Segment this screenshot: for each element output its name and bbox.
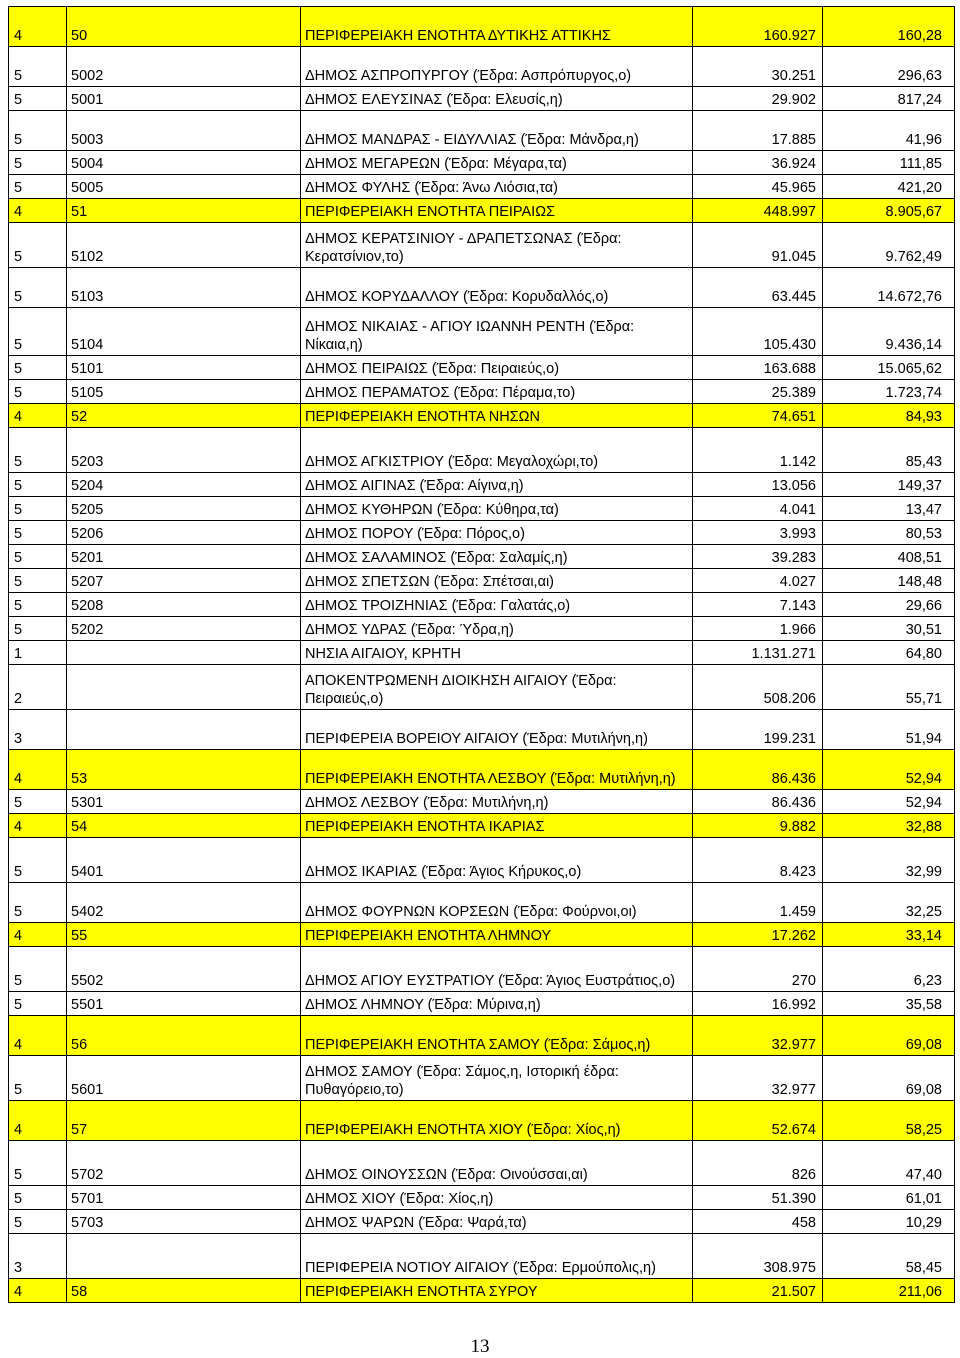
area-cell: 63.445 xyxy=(693,268,823,308)
level-cell: 5 xyxy=(9,883,67,923)
value-cell: 1.723,74 xyxy=(823,380,955,404)
value-cell: 15.065,62 xyxy=(823,356,955,380)
value-cell: 111,85 xyxy=(823,151,955,175)
area-cell: 39.283 xyxy=(693,545,823,569)
value-cell: 61,01 xyxy=(823,1186,955,1210)
area-cell: 74.651 xyxy=(693,404,823,428)
code-cell: 5203 xyxy=(67,428,301,473)
level-cell: 5 xyxy=(9,992,67,1016)
name-cell: ΠΕΡΙΦΕΡΕΙΑΚΗ ΕΝΟΤΗΤΑ ΝΗΣΩΝ xyxy=(301,404,693,428)
table-row-highlighted xyxy=(9,199,955,223)
code-cell: 5202 xyxy=(67,617,301,641)
name-cell: ΔΗΜΟΣ ΥΔΡΑΣ (Έδρα: Ύδρα,η) xyxy=(301,617,693,641)
level-cell: 3 xyxy=(9,710,67,750)
area-cell: 91.045 xyxy=(693,223,823,268)
name-cell: ΔΗΜΟΣ ΠΟΡΟΥ (Έδρα: Πόρος,ο) xyxy=(301,521,693,545)
value-cell: 148,48 xyxy=(823,569,955,593)
area-cell: 51.390 xyxy=(693,1186,823,1210)
value-cell: 408,51 xyxy=(823,545,955,569)
name-cell: ΔΗΜΟΣ ΝΙΚΑΙΑΣ - ΑΓΙΟΥ ΙΩΑΝΝΗ ΡΕΝΤΗ (Έδρα: Νίκαια,η) xyxy=(301,308,693,356)
level-cell: 5 xyxy=(9,838,67,883)
area-cell: 4.027 xyxy=(693,569,823,593)
name-cell: ΔΗΜΟΣ ΑΓΙΟΥ ΕΥΣΤΡΑΤΙΟΥ (Έδρα: Άγιος Ευστράτιος,ο) xyxy=(301,947,693,992)
code-cell: 5103 xyxy=(67,268,301,308)
code-cell: 5101 xyxy=(67,356,301,380)
name-cell: ΠΕΡΙΦΕΡΕΙΑΚΗ ΕΝΟΤΗΤΑ ΠΕΙΡΑΙΩΣ xyxy=(301,199,693,223)
code-cell: 56 xyxy=(67,1016,301,1056)
table-row-highlighted xyxy=(9,404,955,428)
table-row xyxy=(9,521,955,545)
code-cell: 5601 xyxy=(67,1056,301,1101)
table-row xyxy=(9,1056,955,1101)
name-cell: ΠΕΡΙΦΕΡΕΙΑΚΗ ΕΝΟΤΗΤΑ ΔΥΤΙΚΗΣ ΑΤΤΙΚΗΣ xyxy=(301,7,693,47)
code-cell: 5401 xyxy=(67,838,301,883)
table-row xyxy=(9,1210,955,1234)
level-cell: 5 xyxy=(9,947,67,992)
area-cell: 17.885 xyxy=(693,111,823,151)
area-cell: 3.993 xyxy=(693,521,823,545)
code-cell: 5002 xyxy=(67,47,301,87)
level-cell: 4 xyxy=(9,199,67,223)
code-cell: 5208 xyxy=(67,593,301,617)
code-cell: 5003 xyxy=(67,111,301,151)
name-cell: ΔΗΜΟΣ ΟΙΝΟΥΣΣΩΝ (Έδρα: Οινούσσαι,αι) xyxy=(301,1141,693,1186)
name-cell: ΔΗΜΟΣ ΕΛΕΥΣΙΝΑΣ (Έδρα: Ελευσίς,η) xyxy=(301,87,693,111)
area-cell: 52.674 xyxy=(693,1101,823,1141)
name-cell: ΔΗΜΟΣ ΑΣΠΡΟΠΥΡΓΟΥ (Έδρα: Ασπρόπυργος,ο) xyxy=(301,47,693,87)
name-cell: ΠΕΡΙΦΕΡΕΙΑΚΗ ΕΝΟΤΗΤΑ ΣΥΡΟΥ xyxy=(301,1279,693,1303)
table-row xyxy=(9,545,955,569)
table-row xyxy=(9,617,955,641)
value-cell: 58,45 xyxy=(823,1234,955,1279)
area-cell: 7.143 xyxy=(693,593,823,617)
name-cell: ΑΠΟΚΕΝΤΡΩΜΕΝΗ ΔΙΟΙΚΗΣΗ ΑΙΓΑΙΟΥ (Έδρα: Πειραιεύς,ο) xyxy=(301,665,693,710)
area-cell: 36.924 xyxy=(693,151,823,175)
value-cell: 58,25 xyxy=(823,1101,955,1141)
area-cell: 105.430 xyxy=(693,308,823,356)
code-cell: 5104 xyxy=(67,308,301,356)
area-cell: 163.688 xyxy=(693,356,823,380)
name-cell: ΔΗΜΟΣ ΜΑΝΔΡΑΣ - ΕΙΔΥΛΛΙΑΣ (Έδρα: Μάνδρα,η) xyxy=(301,111,693,151)
value-cell: 30,51 xyxy=(823,617,955,641)
table-row-highlighted xyxy=(9,814,955,838)
name-cell: ΔΗΜΟΣ ΙΚΑΡΙΑΣ (Έδρα: Άγιος Κήρυκος,ο) xyxy=(301,838,693,883)
code-cell: 54 xyxy=(67,814,301,838)
value-cell: 52,94 xyxy=(823,750,955,790)
table-row xyxy=(9,593,955,617)
code-cell: 5102 xyxy=(67,223,301,268)
value-cell: 296,63 xyxy=(823,47,955,87)
level-cell: 5 xyxy=(9,1210,67,1234)
level-cell: 4 xyxy=(9,750,67,790)
code-cell: 5701 xyxy=(67,1186,301,1210)
name-cell: ΝΗΣΙΑ ΑΙΓΑΙΟΥ, ΚΡΗΤΗ xyxy=(301,641,693,665)
code-cell: 53 xyxy=(67,750,301,790)
level-cell: 5 xyxy=(9,569,67,593)
table-row xyxy=(9,838,955,883)
name-cell: ΔΗΜΟΣ ΛΗΜΝΟΥ (Έδρα: Μύρινα,η) xyxy=(301,992,693,1016)
level-cell: 5 xyxy=(9,473,67,497)
name-cell: ΔΗΜΟΣ ΑΓΚΙΣΤΡΙΟΥ (Έδρα: Μεγαλοχώρι,το) xyxy=(301,428,693,473)
level-cell: 5 xyxy=(9,617,67,641)
code-cell: 5201 xyxy=(67,545,301,569)
value-cell: 6,23 xyxy=(823,947,955,992)
code-cell: 5204 xyxy=(67,473,301,497)
table-row xyxy=(9,380,955,404)
value-cell: 8.905,67 xyxy=(823,199,955,223)
level-cell: 5 xyxy=(9,151,67,175)
value-cell: 32,25 xyxy=(823,883,955,923)
table-row xyxy=(9,569,955,593)
table-row xyxy=(9,992,955,1016)
code-cell: 5206 xyxy=(67,521,301,545)
table-row xyxy=(9,1234,955,1279)
value-cell: 10,29 xyxy=(823,1210,955,1234)
table-row xyxy=(9,947,955,992)
table-row-highlighted xyxy=(9,750,955,790)
area-cell: 448.997 xyxy=(693,199,823,223)
table-row xyxy=(9,710,955,750)
table-row xyxy=(9,665,955,710)
value-cell: 211,06 xyxy=(823,1279,955,1303)
value-cell: 9.436,14 xyxy=(823,308,955,356)
value-cell: 52,94 xyxy=(823,790,955,814)
name-cell: ΔΗΜΟΣ ΚΥΘΗΡΩΝ (Έδρα: Κύθηρα,τα) xyxy=(301,497,693,521)
area-cell: 21.507 xyxy=(693,1279,823,1303)
area-cell: 160.927 xyxy=(693,7,823,47)
code-cell xyxy=(67,710,301,750)
value-cell: 9.762,49 xyxy=(823,223,955,268)
area-cell: 270 xyxy=(693,947,823,992)
name-cell: ΔΗΜΟΣ ΦΥΛΗΣ (Έδρα: Άνω Λιόσια,τα) xyxy=(301,175,693,199)
area-cell: 9.882 xyxy=(693,814,823,838)
level-cell: 5 xyxy=(9,1056,67,1101)
area-cell: 32.977 xyxy=(693,1056,823,1101)
level-cell: 5 xyxy=(9,47,67,87)
code-cell: 5301 xyxy=(67,790,301,814)
area-cell: 826 xyxy=(693,1141,823,1186)
name-cell: ΔΗΜΟΣ ΠΕΡΑΜΑΤΟΣ (Έδρα: Πέραμα,το) xyxy=(301,380,693,404)
code-cell: 5004 xyxy=(67,151,301,175)
code-cell: 5703 xyxy=(67,1210,301,1234)
municipalities-table xyxy=(8,6,955,1303)
table-row xyxy=(9,87,955,111)
table-row xyxy=(9,790,955,814)
area-cell: 1.459 xyxy=(693,883,823,923)
name-cell: ΠΕΡΙΦΕΡΕΙΑ ΝΟΤΙΟΥ ΑΙΓΑΙΟΥ (Έδρα: Ερμούπολις,η) xyxy=(301,1234,693,1279)
value-cell: 41,96 xyxy=(823,111,955,151)
name-cell: ΔΗΜΟΣ ΦΟΥΡΝΩΝ ΚΟΡΣΕΩΝ (Έδρα: Φούρνοι,οι) xyxy=(301,883,693,923)
area-cell: 458 xyxy=(693,1210,823,1234)
table-row xyxy=(9,175,955,199)
value-cell: 32,88 xyxy=(823,814,955,838)
level-cell: 5 xyxy=(9,790,67,814)
value-cell: 85,43 xyxy=(823,428,955,473)
value-cell: 80,53 xyxy=(823,521,955,545)
table-row xyxy=(9,151,955,175)
level-cell: 5 xyxy=(9,308,67,356)
value-cell: 29,66 xyxy=(823,593,955,617)
value-cell: 47,40 xyxy=(823,1141,955,1186)
code-cell: 5001 xyxy=(67,87,301,111)
level-cell: 4 xyxy=(9,1016,67,1056)
name-cell: ΔΗΜΟΣ ΨΑΡΩΝ (Έδρα: Ψαρά,τα) xyxy=(301,1210,693,1234)
level-cell: 5 xyxy=(9,223,67,268)
table-row xyxy=(9,223,955,268)
table-row xyxy=(9,497,955,521)
table-body xyxy=(9,7,955,1303)
level-cell: 4 xyxy=(9,1101,67,1141)
area-cell: 308.975 xyxy=(693,1234,823,1279)
value-cell: 817,24 xyxy=(823,87,955,111)
value-cell: 69,08 xyxy=(823,1056,955,1101)
area-cell: 17.262 xyxy=(693,923,823,947)
level-cell: 5 xyxy=(9,593,67,617)
level-cell: 4 xyxy=(9,814,67,838)
value-cell: 33,14 xyxy=(823,923,955,947)
name-cell: ΔΗΜΟΣ ΧΙΟΥ (Έδρα: Χίος,η) xyxy=(301,1186,693,1210)
code-cell xyxy=(67,665,301,710)
name-cell: ΔΗΜΟΣ ΣΑΛΑΜΙΝΟΣ (Έδρα: Σαλαμίς,η) xyxy=(301,545,693,569)
area-cell: 4.041 xyxy=(693,497,823,521)
name-cell: ΔΗΜΟΣ ΣΑΜΟΥ (Έδρα: Σάμος,η, Ιστορική έδρα: Πυθαγόρειο,το) xyxy=(301,1056,693,1101)
code-cell: 57 xyxy=(67,1101,301,1141)
value-cell: 51,94 xyxy=(823,710,955,750)
area-cell: 16.992 xyxy=(693,992,823,1016)
name-cell: ΠΕΡΙΦΕΡΕΙΑ ΒΟΡΕΙΟΥ ΑΙΓΑΙΟΥ (Έδρα: Μυτιλήνη,η) xyxy=(301,710,693,750)
name-cell: ΠΕΡΙΦΕΡΕΙΑΚΗ ΕΝΟΤΗΤΑ ΣΑΜΟΥ (Έδρα: Σάμος,η) xyxy=(301,1016,693,1056)
level-cell: 5 xyxy=(9,268,67,308)
area-cell: 45.965 xyxy=(693,175,823,199)
code-cell: 55 xyxy=(67,923,301,947)
code-cell: 5205 xyxy=(67,497,301,521)
table-row-highlighted xyxy=(9,7,955,47)
table-row xyxy=(9,1186,955,1210)
level-cell: 5 xyxy=(9,428,67,473)
value-cell: 149,37 xyxy=(823,473,955,497)
level-cell: 3 xyxy=(9,1234,67,1279)
area-cell: 8.423 xyxy=(693,838,823,883)
area-cell: 32.977 xyxy=(693,1016,823,1056)
value-cell: 160,28 xyxy=(823,7,955,47)
value-cell: 14.672,76 xyxy=(823,268,955,308)
code-cell xyxy=(67,641,301,665)
value-cell: 32,99 xyxy=(823,838,955,883)
name-cell: ΔΗΜΟΣ ΑΙΓΙΝΑΣ (Έδρα: Αίγινα,η) xyxy=(301,473,693,497)
area-cell: 1.131.271 xyxy=(693,641,823,665)
code-cell: 52 xyxy=(67,404,301,428)
code-cell: 5501 xyxy=(67,992,301,1016)
code-cell: 5502 xyxy=(67,947,301,992)
level-cell: 5 xyxy=(9,1141,67,1186)
table-row xyxy=(9,356,955,380)
area-cell: 30.251 xyxy=(693,47,823,87)
code-cell: 5005 xyxy=(67,175,301,199)
table-row xyxy=(9,308,955,356)
level-cell: 4 xyxy=(9,923,67,947)
table-row-highlighted xyxy=(9,923,955,947)
area-cell: 199.231 xyxy=(693,710,823,750)
level-cell: 5 xyxy=(9,111,67,151)
level-cell: 5 xyxy=(9,380,67,404)
level-cell: 2 xyxy=(9,665,67,710)
level-cell: 5 xyxy=(9,1186,67,1210)
level-cell: 4 xyxy=(9,404,67,428)
level-cell: 4 xyxy=(9,7,67,47)
name-cell: ΠΕΡΙΦΕΡΕΙΑΚΗ ΕΝΟΤΗΤΑ ΛΗΜΝΟΥ xyxy=(301,923,693,947)
value-cell: 64,80 xyxy=(823,641,955,665)
name-cell: ΔΗΜΟΣ ΤΡΟΙΖΗΝΙΑΣ (Έδρα: Γαλατάς,ο) xyxy=(301,593,693,617)
table-row xyxy=(9,1141,955,1186)
code-cell xyxy=(67,1234,301,1279)
value-cell: 55,71 xyxy=(823,665,955,710)
name-cell: ΠΕΡΙΦΕΡΕΙΑΚΗ ΕΝΟΤΗΤΑ ΙΚΑΡΙΑΣ xyxy=(301,814,693,838)
value-cell: 69,08 xyxy=(823,1016,955,1056)
page-number: 13 xyxy=(470,1336,490,1357)
value-cell: 84,93 xyxy=(823,404,955,428)
level-cell: 4 xyxy=(9,1279,67,1303)
area-cell: 86.436 xyxy=(693,750,823,790)
name-cell: ΔΗΜΟΣ ΣΠΕΤΣΩΝ (Έδρα: Σπέτσαι,αι) xyxy=(301,569,693,593)
table-row xyxy=(9,473,955,497)
table-row-highlighted xyxy=(9,1101,955,1141)
value-cell: 35,58 xyxy=(823,992,955,1016)
code-cell: 5207 xyxy=(67,569,301,593)
area-cell: 1.142 xyxy=(693,428,823,473)
value-cell: 421,20 xyxy=(823,175,955,199)
table-row xyxy=(9,883,955,923)
name-cell: ΔΗΜΟΣ ΛΕΣΒΟΥ (Έδρα: Μυτιλήνη,η) xyxy=(301,790,693,814)
code-cell: 5105 xyxy=(67,380,301,404)
name-cell: ΠΕΡΙΦΕΡΕΙΑΚΗ ΕΝΟΤΗΤΑ ΛΕΣΒΟΥ (Έδρα: Μυτιλήνη,η) xyxy=(301,750,693,790)
table-row xyxy=(9,428,955,473)
name-cell: ΔΗΜΟΣ ΜΕΓΑΡΕΩΝ (Έδρα: Μέγαρα,τα) xyxy=(301,151,693,175)
code-cell: 50 xyxy=(67,7,301,47)
area-cell: 13.056 xyxy=(693,473,823,497)
table-row xyxy=(9,268,955,308)
code-cell: 5702 xyxy=(67,1141,301,1186)
name-cell: ΠΕΡΙΦΕΡΕΙΑΚΗ ΕΝΟΤΗΤΑ ΧΙΟΥ (Έδρα: Χίος,η) xyxy=(301,1101,693,1141)
table-row-highlighted xyxy=(9,1279,955,1303)
code-cell: 58 xyxy=(67,1279,301,1303)
area-cell: 508.206 xyxy=(693,665,823,710)
table-row xyxy=(9,641,955,665)
area-cell: 29.902 xyxy=(693,87,823,111)
code-cell: 51 xyxy=(67,199,301,223)
value-cell: 13,47 xyxy=(823,497,955,521)
code-cell: 5402 xyxy=(67,883,301,923)
name-cell: ΔΗΜΟΣ ΚΟΡΥΔΑΛΛΟΥ (Έδρα: Κορυδαλλός,ο) xyxy=(301,268,693,308)
area-cell: 1.966 xyxy=(693,617,823,641)
level-cell: 5 xyxy=(9,521,67,545)
name-cell: ΔΗΜΟΣ ΚΕΡΑΤΣΙΝΙΟΥ - ΔΡΑΠΕΤΣΩΝΑΣ (Έδρα: Κερατσίνιον,το) xyxy=(301,223,693,268)
table-row xyxy=(9,47,955,87)
level-cell: 5 xyxy=(9,87,67,111)
table-row-highlighted xyxy=(9,1016,955,1056)
table-row xyxy=(9,111,955,151)
level-cell: 5 xyxy=(9,175,67,199)
area-cell: 86.436 xyxy=(693,790,823,814)
level-cell: 5 xyxy=(9,356,67,380)
level-cell: 1 xyxy=(9,641,67,665)
area-cell: 25.389 xyxy=(693,380,823,404)
level-cell: 5 xyxy=(9,545,67,569)
level-cell: 5 xyxy=(9,497,67,521)
name-cell: ΔΗΜΟΣ ΠΕΙΡΑΙΩΣ (Έδρα: Πειραιεύς,ο) xyxy=(301,356,693,380)
